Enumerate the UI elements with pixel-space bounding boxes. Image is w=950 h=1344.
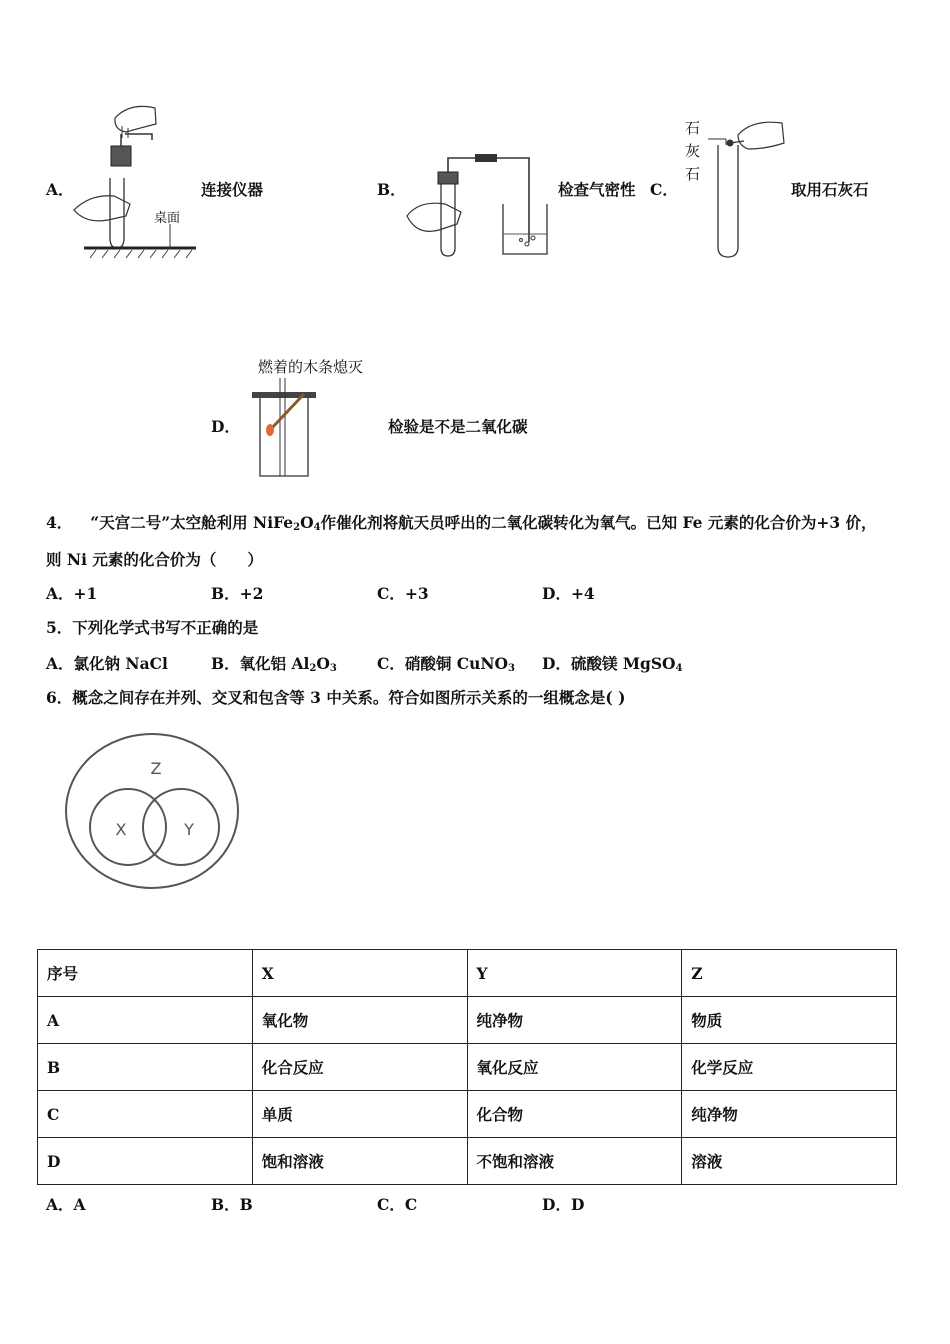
q4-option-d: D．+4 bbox=[542, 584, 595, 603]
table-header-cell: Y bbox=[467, 950, 682, 997]
table-cell: 化合物 bbox=[467, 1091, 682, 1138]
q3-option-c-letter: C． bbox=[650, 180, 678, 199]
limestone-label: 石 灰 石 bbox=[685, 119, 701, 183]
q4-sub-1: 2 bbox=[293, 522, 301, 533]
q6-stem: 6．概念之间存在并列、交叉和包含等 3 中关系。符合如图所示关系的一组概念是( ) bbox=[46, 688, 626, 707]
q6-option-b: B．B bbox=[211, 1195, 253, 1214]
venn-label-y: Y bbox=[184, 820, 194, 839]
connect-apparatus-figure bbox=[70, 98, 200, 260]
q3-option-d-caption: 检验是不是二氧化碳 bbox=[388, 417, 528, 436]
table-cell: 纯净物 bbox=[682, 1091, 897, 1138]
venn-label-x: X bbox=[115, 820, 127, 839]
q4-option-a: A．+1 bbox=[46, 584, 98, 603]
co2-test-figure bbox=[250, 378, 320, 480]
venn-label-z: Z bbox=[150, 759, 162, 778]
table-cell: 化学反应 bbox=[682, 1044, 897, 1091]
q6-option-c: C．C bbox=[377, 1195, 418, 1214]
q4-stem bbox=[46, 511, 877, 533]
table-cell: 饱和溶液 bbox=[252, 1138, 467, 1185]
q3-option-b-letter: B． bbox=[377, 180, 406, 199]
table-cell: 氧化反应 bbox=[467, 1044, 682, 1091]
table-row bbox=[38, 997, 897, 1044]
q5-option-c: C．硝酸铜 CuNO$_3$ bbox=[377, 654, 515, 674]
table-cell: 化合反应 bbox=[252, 1044, 467, 1091]
table-cell: C bbox=[38, 1091, 253, 1138]
table-header-cell: Z bbox=[682, 950, 897, 997]
burning-stick-label: 燃着的木条熄灭 bbox=[258, 358, 364, 376]
q4-sub-2: 4 bbox=[313, 522, 321, 533]
venn-outer-circle bbox=[66, 734, 238, 888]
table-cell: 氧化物 bbox=[252, 997, 467, 1044]
venn-diagram bbox=[60, 730, 244, 894]
venn-right-circle bbox=[143, 789, 219, 865]
q4-option-c: C．+3 bbox=[377, 584, 429, 603]
table-row bbox=[38, 1044, 897, 1091]
q4-option-b: B．+2 bbox=[211, 584, 264, 603]
airtightness-check-figure bbox=[405, 150, 555, 260]
q3-option-a-caption: 连接仪器 bbox=[201, 180, 264, 199]
table-header-row bbox=[38, 950, 897, 997]
q4-number: 4． bbox=[46, 513, 73, 532]
take-limestone-figure bbox=[704, 115, 794, 265]
q6-option-a: A．A bbox=[46, 1195, 86, 1214]
q3-option-b-caption: 检查气密性 bbox=[558, 180, 636, 199]
table-cell: 不饱和溶液 bbox=[467, 1138, 682, 1185]
q5-stem: 5．下列化学式书写不正确的是 bbox=[46, 618, 259, 637]
table-row bbox=[38, 1091, 897, 1138]
q5-option-d: D．硫酸镁 MgSO$_4$ bbox=[542, 654, 683, 674]
table-header-cell: 序号 bbox=[38, 950, 253, 997]
q4-stem-line2: 则 Ni 元素的化合价为（ ） bbox=[46, 550, 263, 569]
table-cell: B bbox=[38, 1044, 253, 1091]
desk-label: 桌面 bbox=[154, 211, 181, 226]
q6-option-d: D．D bbox=[542, 1195, 585, 1214]
table-header-cell: X bbox=[252, 950, 467, 997]
concept-table bbox=[37, 949, 897, 1185]
q5-option-b: B．氧化铝 $Al_2O_3$ bbox=[211, 654, 337, 674]
table-cell: 单质 bbox=[252, 1091, 467, 1138]
table-row bbox=[38, 1138, 897, 1185]
q3-option-a-letter: A． bbox=[46, 180, 74, 199]
q4-text-1: “天宫二号”太空舱利用 NiFe bbox=[90, 513, 294, 532]
table-cell: A bbox=[38, 997, 253, 1044]
q4-text-3: 作催化剂将航天员呼出的二氧化碳转化为氧气。已知 Fe 元素的化合价为+3 价， bbox=[320, 513, 877, 532]
table-cell: 物质 bbox=[682, 997, 897, 1044]
q3-option-d-letter: D． bbox=[211, 417, 240, 436]
table-cell: D bbox=[38, 1138, 253, 1185]
q5-option-a: A．氯化钠 NaCl bbox=[46, 654, 168, 673]
table-cell: 溶液 bbox=[682, 1138, 897, 1185]
q3-option-c-caption: 取用石灰石 bbox=[791, 180, 869, 199]
table-cell: 纯净物 bbox=[467, 997, 682, 1044]
q4-text-2: O bbox=[300, 513, 314, 532]
